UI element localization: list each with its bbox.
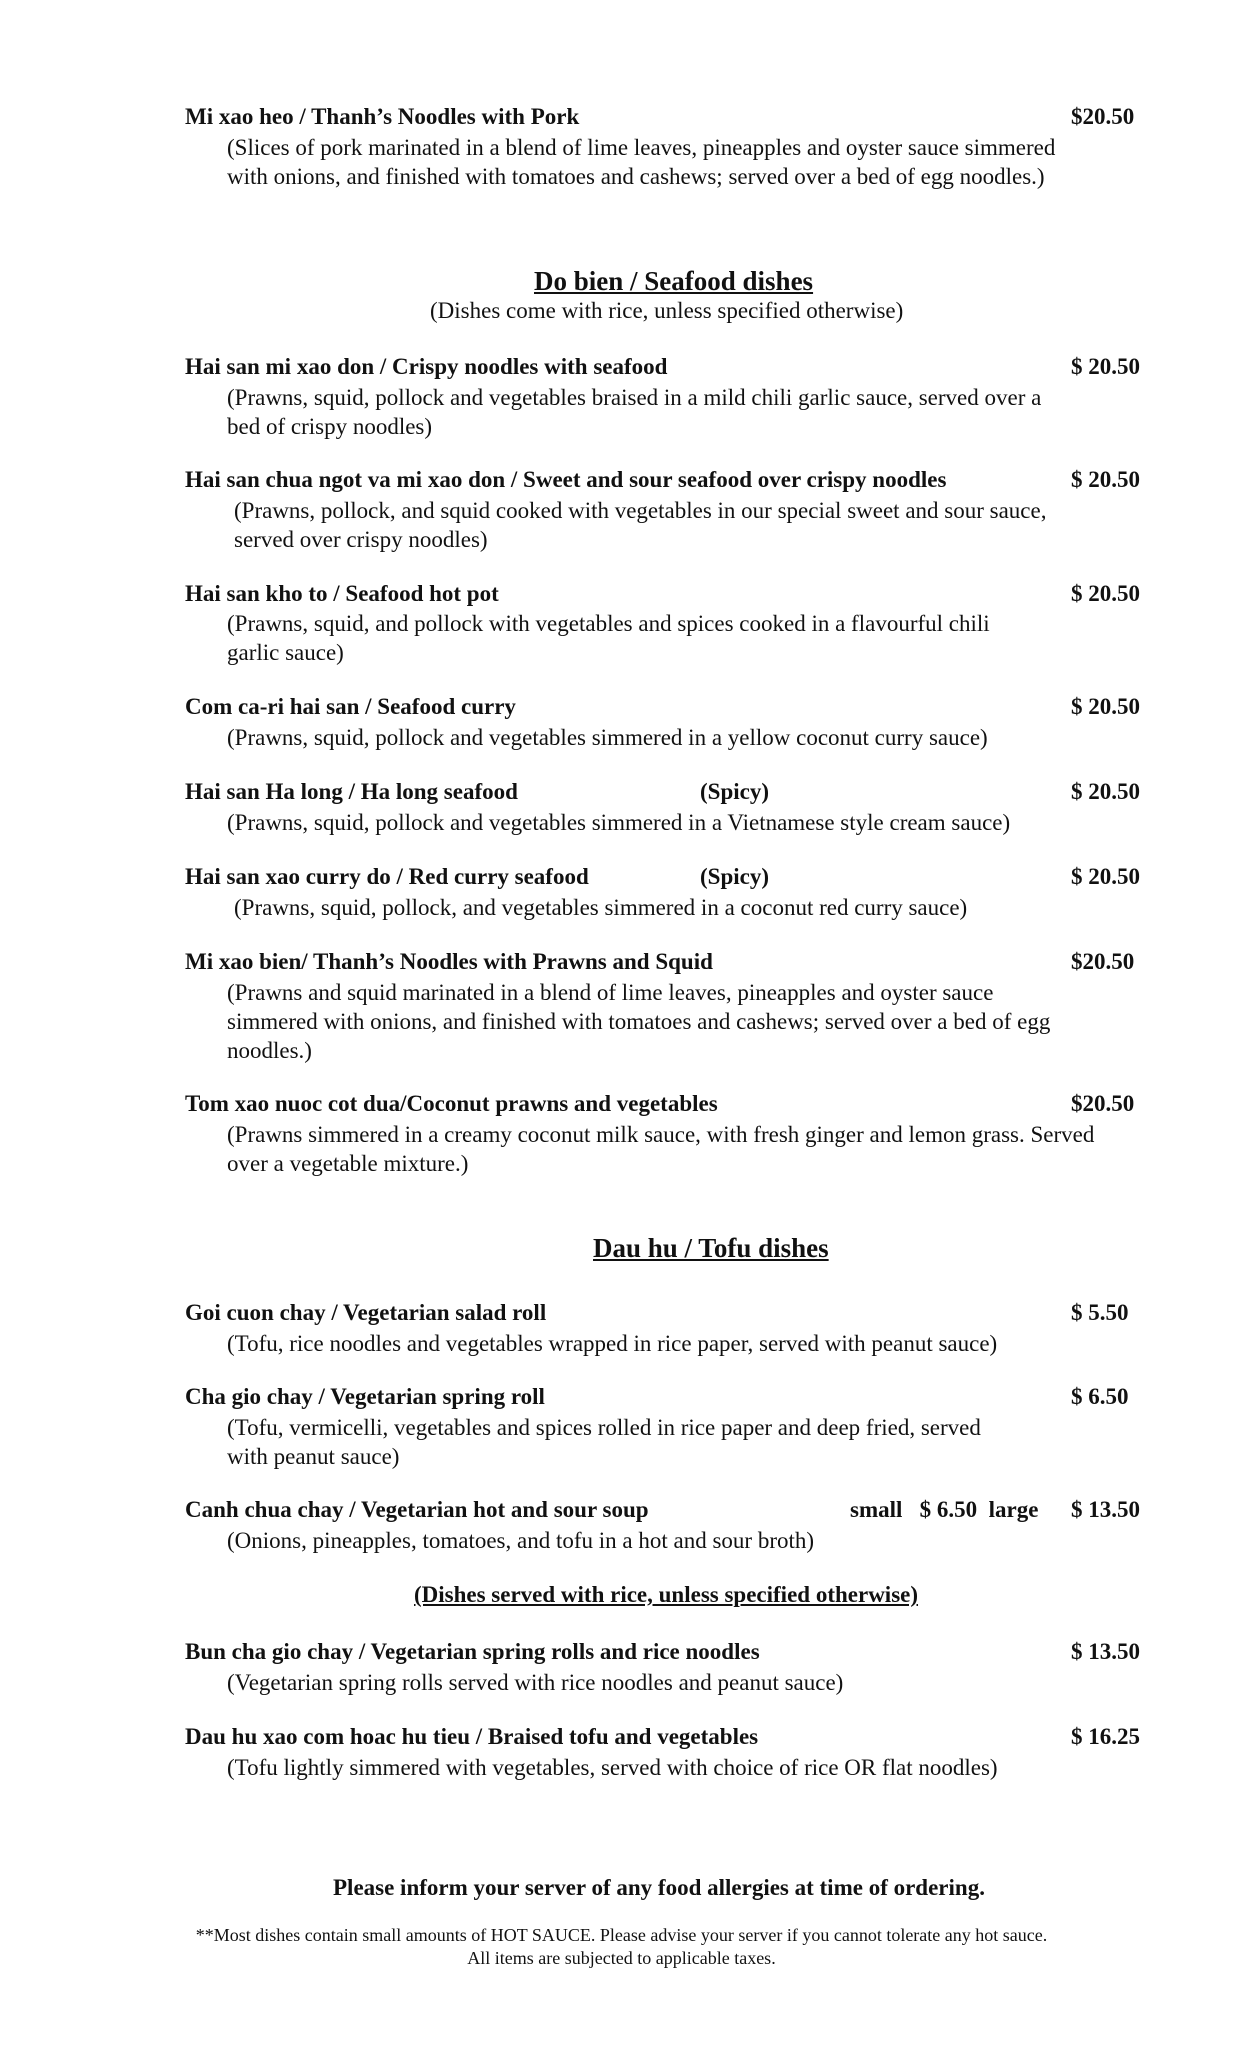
menu-item-price: $ 20.50 <box>1071 581 1140 606</box>
menu-item-description: (Prawns, squid, pollock and vegetables braised in a mild chili garlic sauce, served over a bed of crispy noodles) <box>227 385 1042 439</box>
menu-item-name: Tom xao nuoc cot dua/Coconut prawns and vegetables <box>185 1091 718 1116</box>
menu-item-name: Bun cha gio chay / Vegetarian spring rolls and rice noodles <box>185 1639 760 1664</box>
menu-item-name: Hai san kho to / Seafood hot pot <box>185 581 499 606</box>
menu-item-price: $ 20.50 <box>1071 354 1140 379</box>
allergy-notice: Please inform your server of any food allergies at time of ordering. <box>333 1875 985 1900</box>
menu-item-name: Hai san xao curry do / Red curry seafood <box>185 864 589 889</box>
menu-item-name: Mi xao bien/ Thanh’s Noodles with Prawns and Squid <box>185 949 713 974</box>
menu-item-description: (Tofu, vermicelli, vegetables and spices rolled in rice paper and deep fried, served with peanut sauce) <box>227 1415 981 1469</box>
menu-item-description: (Prawns, pollock, and squid cooked with vegetables in our special sweet and sour sauce, served over crispy noodles) <box>234 498 1047 552</box>
menu-item-price: $ 20.50 <box>1071 467 1140 492</box>
menu-item-price: $ 13.50 <box>1071 1497 1140 1522</box>
menu-item-name: Goi cuon chay / Vegetarian salad roll <box>185 1300 547 1325</box>
section-note: (Dishes come with rice, unless specified otherwise) <box>430 298 904 323</box>
menu-item-name: Canh chua chay / Vegetarian hot and sour soup <box>185 1497 649 1522</box>
menu-item-price: $ 20.50 <box>1071 779 1140 804</box>
rice-note: (Dishes served with rice, unless specified otherwise) <box>414 1582 919 1607</box>
menu-item-price: $20.50 <box>1071 949 1135 974</box>
menu-item-price: $20.50 <box>1071 104 1135 129</box>
hot-sauce-notice: **Most dishes contain small amounts of HOT SAUCE. Please advise your server if you cannot tolerate any hot sauce. <box>195 1925 1048 1945</box>
spicy-label: (Spicy) <box>700 779 769 804</box>
menu-item-name: Hai san chua ngot va mi xao don / Sweet and sour seafood over crispy noodles <box>185 467 947 492</box>
menu-item-name: Hai san Ha long / Ha long seafood <box>185 779 518 804</box>
menu-item-description: (Prawns, squid, and pollock with vegetables and spices cooked in a flavourful chili garlic sauce) <box>227 611 990 665</box>
menu-item-description: (Prawns, squid, pollock, and vegetables simmered in a coconut red curry sauce) <box>234 895 968 920</box>
menu-item-description: (Slices of pork marinated in a blend of lime leaves, pineapples and oyster sauce simmered with onions, and finished with tomatoes and cashews; served over a bed of egg noodles.) <box>227 135 1056 189</box>
menu-item-description: (Tofu, rice noodles and vegetables wrapped in rice paper, served with peanut sauce) <box>227 1331 998 1356</box>
section-title-tofu: Dau hu / Tofu dishes <box>593 1233 829 1263</box>
menu-item-price: $ 20.50 <box>1071 694 1140 719</box>
size-price-options: small $ 6.50 large <box>850 1497 1039 1522</box>
menu-item-price: $ 20.50 <box>1071 864 1140 889</box>
spicy-label: (Spicy) <box>700 864 769 889</box>
menu-item-price: $20.50 <box>1071 1091 1135 1116</box>
menu-item-price: $ 13.50 <box>1071 1639 1140 1664</box>
menu-item-price: $ 6.50 <box>1071 1384 1129 1409</box>
menu-item-name: Hai san mi xao don / Crispy noodles with seafood <box>185 354 668 379</box>
menu-item-name: Dau hu xao com hoac hu tieu / Braised tofu and vegetables <box>185 1724 759 1749</box>
menu-item-name: Mi xao heo / Thanh’s Noodles with Pork <box>185 104 580 129</box>
menu-item-description: (Prawns, squid, pollock and vegetables simmered in a yellow coconut curry sauce) <box>227 725 988 750</box>
menu-item-description: (Vegetarian spring rolls served with rice noodles and peanut sauce) <box>227 1670 844 1695</box>
menu-item-description: (Tofu lightly simmered with vegetables, served with choice of rice OR flat noodles) <box>227 1755 998 1780</box>
menu-item-name: Com ca-ri hai san / Seafood curry <box>185 694 516 719</box>
menu-item-description: (Prawns, squid, pollock and vegetables simmered in a Vietnamese style cream sauce) <box>227 810 1011 835</box>
menu-item-name: Cha gio chay / Vegetarian spring roll <box>185 1384 545 1409</box>
menu-item-price: $ 16.25 <box>1071 1724 1140 1749</box>
menu-item-description: (Prawns simmered in a creamy coconut milk sauce, with fresh ginger and lemon grass. Served over a vegetable mixture.) <box>227 1122 1095 1176</box>
menu-item-description: (Onions, pineapples, tomatoes, and tofu in a hot and sour broth) <box>227 1528 815 1553</box>
section-title-seafood: Do bien / Seafood dishes <box>534 266 814 296</box>
menu-item-price: $ 5.50 <box>1071 1300 1129 1325</box>
menu-item-description: (Prawns and squid marinated in a blend of lime leaves, pineapples and oyster sauce simmered with onions, and finished with tomatoes and cashews; served over a bed of egg noodles.) <box>227 980 1051 1063</box>
tax-notice: All items are subjected to applicable taxes. <box>467 1948 776 1968</box>
